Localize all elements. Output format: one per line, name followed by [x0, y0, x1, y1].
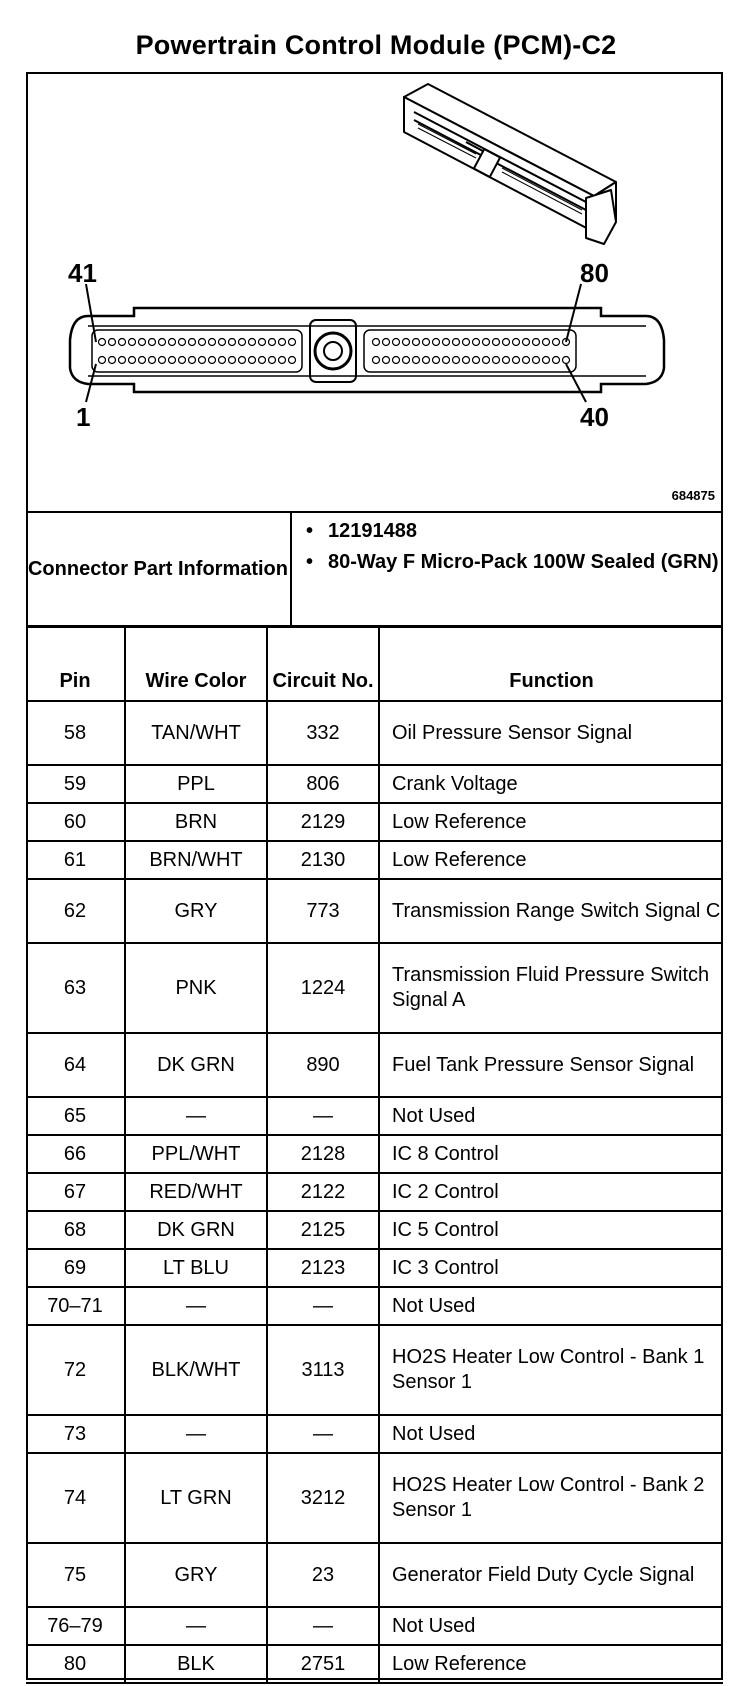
cell-wire-color: —	[125, 1287, 267, 1325]
pin-hole	[513, 339, 520, 346]
pin-hole	[289, 357, 296, 364]
pin-hole	[473, 339, 480, 346]
pin-hole	[453, 357, 460, 364]
cell-circuit: 806	[267, 765, 379, 803]
pin-hole	[279, 357, 286, 364]
pin-hole	[523, 357, 530, 364]
pin-hole	[259, 357, 266, 364]
cell-function: Generator Field Duty Cycle Signal	[379, 1543, 723, 1607]
pin-hole	[413, 339, 420, 346]
pin-hole	[473, 357, 480, 364]
cell-function: Transmission Range Switch Signal C	[379, 879, 723, 943]
cell-function: Crank Voltage	[379, 765, 723, 803]
pin-hole	[169, 357, 176, 364]
cell-circuit: 890	[267, 1033, 379, 1097]
pin-label-1: 1	[76, 402, 91, 432]
cell-circuit: 3212	[267, 1453, 379, 1543]
header-circuit: Circuit No.	[267, 628, 379, 701]
connector-info-label: Connector Part Information	[26, 513, 292, 625]
cell-wire-color: DK GRN	[125, 1211, 267, 1249]
table-row	[26, 1607, 723, 1645]
pin-hole	[129, 357, 136, 364]
cell-wire-color: GRY	[125, 879, 267, 943]
pin-hole	[209, 357, 216, 364]
table-row	[26, 1325, 723, 1415]
pin-hole	[169, 339, 176, 346]
cell-circuit: 2129	[267, 803, 379, 841]
cell-function: Low Reference	[379, 841, 723, 879]
cell-circuit: 2123	[267, 1249, 379, 1287]
cell-wire-color: —	[125, 1607, 267, 1645]
cell-function: IC 3 Control	[379, 1249, 723, 1287]
cell-function: HO2S Heater Low Control - Bank 2 Sensor 1	[379, 1453, 723, 1543]
cell-pin: 67	[26, 1173, 125, 1211]
cell-wire-color: LT BLU	[125, 1249, 267, 1287]
cell-circuit: 2751	[267, 1645, 379, 1683]
cell-function: IC 2 Control	[379, 1173, 723, 1211]
pin-hole	[269, 357, 276, 364]
cell-circuit: —	[267, 1287, 379, 1325]
pin-hole	[503, 339, 510, 346]
cell-function: Oil Pressure Sensor Signal	[379, 701, 723, 765]
cell-pin: 66	[26, 1135, 125, 1173]
pin-hole	[269, 339, 276, 346]
cell-wire-color: —	[125, 1097, 267, 1135]
pinout-table	[26, 628, 723, 1684]
pin-hole	[433, 339, 440, 346]
pin-hole	[149, 339, 156, 346]
pin-hole	[563, 357, 570, 364]
cell-pin: 61	[26, 841, 125, 879]
cell-pin: 72	[26, 1325, 125, 1415]
pin-hole	[239, 339, 246, 346]
cell-pin: 68	[26, 1211, 125, 1249]
pin-hole	[219, 357, 226, 364]
cell-wire-color: BRN/WHT	[125, 841, 267, 879]
cell-function: IC 8 Control	[379, 1135, 723, 1173]
pin-hole	[209, 339, 216, 346]
pin-hole	[159, 357, 166, 364]
cell-circuit: 2125	[267, 1211, 379, 1249]
pin-hole	[159, 339, 166, 346]
cell-pin: 59	[26, 765, 125, 803]
pin-hole	[179, 339, 186, 346]
cell-circuit: —	[267, 1415, 379, 1453]
pin-hole	[259, 339, 266, 346]
cell-function: Not Used	[379, 1607, 723, 1645]
table-row	[26, 943, 723, 1033]
pin-hole	[199, 339, 206, 346]
header-function: Function	[379, 628, 723, 701]
table-row	[26, 879, 723, 943]
pin-hole	[249, 357, 256, 364]
cell-pin: 60	[26, 803, 125, 841]
cell-pin: 76–79	[26, 1607, 125, 1645]
pin-hole	[119, 339, 126, 346]
cell-function: IC 5 Control	[379, 1211, 723, 1249]
cell-circuit: 2122	[267, 1173, 379, 1211]
bullet-icon: •	[306, 520, 314, 542]
pin-hole	[99, 339, 106, 346]
table-row	[26, 1033, 723, 1097]
cell-wire-color: PPL	[125, 765, 267, 803]
pin-hole	[289, 339, 296, 346]
cell-pin: 63	[26, 943, 125, 1033]
table-row	[26, 1173, 723, 1211]
cell-wire-color: TAN/WHT	[125, 701, 267, 765]
pin-hole	[129, 339, 136, 346]
pin-hole	[553, 339, 560, 346]
pin-hole	[119, 357, 126, 364]
pin-hole	[443, 357, 450, 364]
pin-hole	[523, 339, 530, 346]
connector-figure	[26, 72, 723, 513]
pin-label-41: 41	[68, 258, 97, 288]
pin-hole	[383, 357, 390, 364]
pin-hole	[433, 357, 440, 364]
pin-hole	[373, 339, 380, 346]
pin-hole	[199, 357, 206, 364]
pin-hole	[99, 357, 106, 364]
page-title: Powertrain Control Module (PCM)-C2	[135, 30, 617, 60]
table-row	[26, 1543, 723, 1607]
cell-function: Fuel Tank Pressure Sensor Signal	[379, 1033, 723, 1097]
pin-hole	[229, 357, 236, 364]
cell-wire-color: DK GRN	[125, 1033, 267, 1097]
pin-hole	[443, 339, 450, 346]
pin-hole	[463, 339, 470, 346]
pin-hole	[189, 357, 196, 364]
pin-hole	[373, 357, 380, 364]
cell-pin: 74	[26, 1453, 125, 1543]
cell-pin: 80	[26, 1645, 125, 1683]
pin-hole	[493, 339, 500, 346]
pin-hole	[149, 357, 156, 364]
header-wire-color: Wire Color	[125, 628, 267, 701]
part-number: 12191488	[328, 520, 417, 542]
cell-function: Not Used	[379, 1287, 723, 1325]
pin-hole	[513, 357, 520, 364]
cell-function: HO2S Heater Low Control - Bank 1 Sensor 1	[379, 1325, 723, 1415]
pin-hole	[533, 339, 540, 346]
table-row	[26, 765, 723, 803]
pin-hole	[403, 357, 410, 364]
pin-hole	[483, 357, 490, 364]
cell-wire-color: GRY	[125, 1543, 267, 1607]
cell-circuit: 773	[267, 879, 379, 943]
cell-wire-color: LT GRN	[125, 1453, 267, 1543]
pin-hole	[109, 357, 116, 364]
table-row	[26, 1097, 723, 1135]
connector-part-info	[26, 513, 723, 628]
pin-hole	[453, 339, 460, 346]
cell-circuit: 2128	[267, 1135, 379, 1173]
cell-wire-color: PPL/WHT	[125, 1135, 267, 1173]
cell-pin: 62	[26, 879, 125, 943]
pin-hole	[219, 339, 226, 346]
pin-hole	[393, 339, 400, 346]
pin-hole	[393, 357, 400, 364]
pin-hole	[109, 339, 116, 346]
connector-3d-illustration	[26, 72, 723, 513]
table-row	[26, 803, 723, 841]
pin-hole	[423, 339, 430, 346]
cell-wire-color: BLK/WHT	[125, 1325, 267, 1415]
pin-hole	[179, 357, 186, 364]
pin-hole	[543, 357, 550, 364]
pin-hole	[229, 339, 236, 346]
pin-hole	[533, 357, 540, 364]
pin-hole	[383, 339, 390, 346]
table-header-row	[26, 628, 723, 701]
cell-circuit: 1224	[267, 943, 379, 1033]
cell-circuit: 23	[267, 1543, 379, 1607]
cell-function: Low Reference	[379, 803, 723, 841]
table-row	[26, 1645, 723, 1683]
table-row	[26, 1249, 723, 1287]
pin-hole	[189, 339, 196, 346]
cell-wire-color: RED/WHT	[125, 1173, 267, 1211]
connector-description: 80-Way F Micro-Pack 100W Sealed (GRN)	[328, 551, 719, 573]
cell-wire-color: PNK	[125, 943, 267, 1033]
pin-hole	[413, 357, 420, 364]
cell-pin: 75	[26, 1543, 125, 1607]
table-row	[26, 1453, 723, 1543]
connector-info-values	[292, 513, 723, 625]
pin-label-80: 80	[580, 258, 609, 288]
cell-wire-color: BLK	[125, 1645, 267, 1683]
cell-pin: 69	[26, 1249, 125, 1287]
pin-hole	[463, 357, 470, 364]
pin-hole	[239, 357, 246, 364]
cell-pin: 73	[26, 1415, 125, 1453]
cell-pin: 65	[26, 1097, 125, 1135]
cell-circuit: 3113	[267, 1325, 379, 1415]
pin-hole	[249, 339, 256, 346]
table-row	[26, 1415, 723, 1453]
header-pin: Pin	[26, 628, 125, 701]
bullet-icon: •	[306, 551, 314, 573]
cell-function: Low Reference	[379, 1645, 723, 1683]
cell-circuit: 2130	[267, 841, 379, 879]
table-row	[26, 1135, 723, 1173]
cell-circuit: 332	[267, 701, 379, 765]
pin-hole	[139, 339, 146, 346]
pin-hole	[139, 357, 146, 364]
cell-function: Not Used	[379, 1097, 723, 1135]
pin-hole	[279, 339, 286, 346]
cell-function: Not Used	[379, 1415, 723, 1453]
cell-wire-color: BRN	[125, 803, 267, 841]
table-row	[26, 1287, 723, 1325]
cell-wire-color: —	[125, 1415, 267, 1453]
pin-hole	[493, 357, 500, 364]
pin-hole	[423, 357, 430, 364]
pin-hole	[403, 339, 410, 346]
pin-label-40: 40	[580, 402, 609, 432]
cell-pin: 64	[26, 1033, 125, 1097]
cell-circuit: —	[267, 1097, 379, 1135]
pin-hole	[543, 339, 550, 346]
cell-pin: 58	[26, 701, 125, 765]
pin-hole	[483, 339, 490, 346]
cell-pin: 70–71	[26, 1287, 125, 1325]
table-row	[26, 1211, 723, 1249]
cell-circuit: —	[267, 1607, 379, 1645]
pin-hole	[503, 357, 510, 364]
pin-hole	[553, 357, 560, 364]
cell-function: Transmission Fluid Pressure Switch Signal A	[379, 943, 723, 1033]
table-row	[26, 701, 723, 765]
figure-id: 684875	[671, 488, 715, 503]
table-row	[26, 841, 723, 879]
